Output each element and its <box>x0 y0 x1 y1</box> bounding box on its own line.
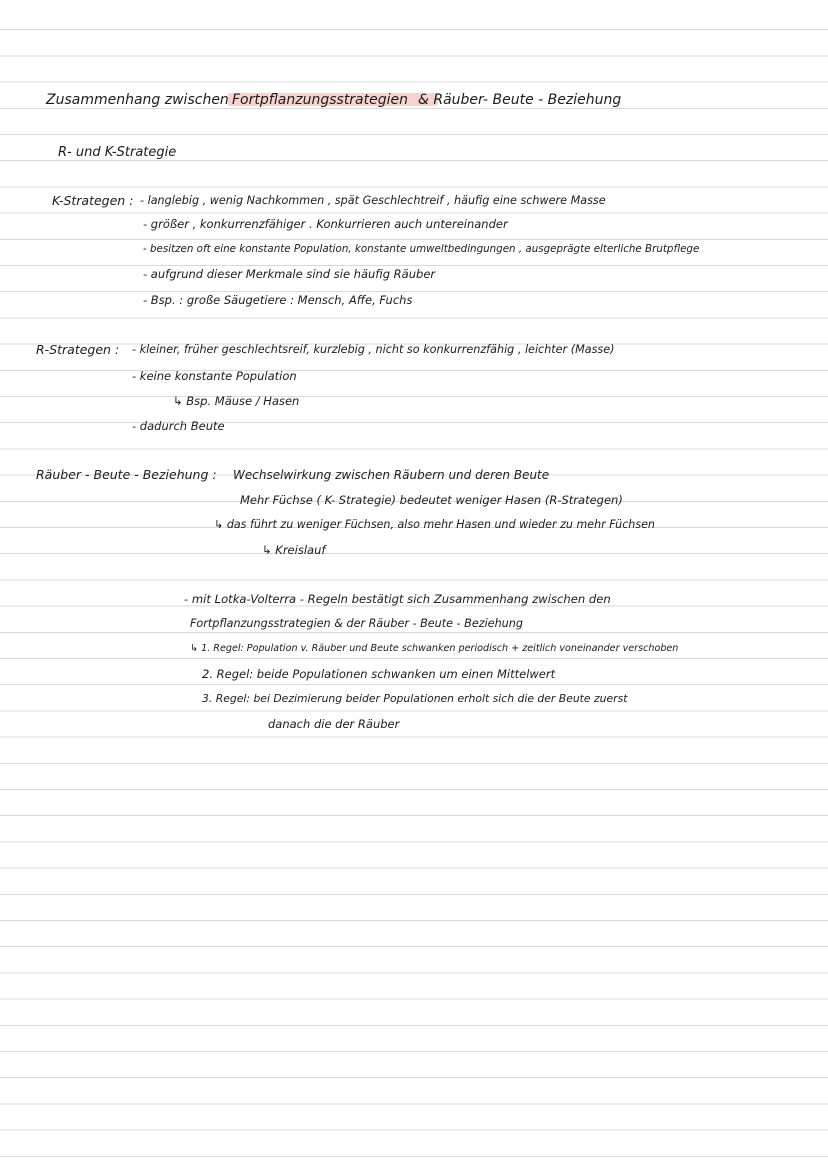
k-strategen-line: - langlebig , wenig Nachkommen , spät Geschlechtreif , häufig eine schwere Masse <box>140 194 606 207</box>
page-title-part1: Zusammenhang zwischen <box>46 92 229 108</box>
lotka-volterra-line: danach die der Räuber <box>268 717 400 731</box>
r-strategen-label: R-Strategen : <box>36 342 120 357</box>
lotka-volterra-line: 3. Regel: bei Dezimierung beider Populationen erholt sich die der Beute zuerst <box>202 692 628 705</box>
raeuber-beute-line: Mehr Füchse ( K- Strategie) bedeutet weniger Hasen (R-Strategen) <box>240 493 623 507</box>
page-title-highlight-text: Fortpflanzungsstrategien <box>232 92 409 108</box>
r-strategen-line: - dadurch Beute <box>132 419 225 433</box>
raeuber-beute-line: ↳ Kreislauf <box>262 543 326 557</box>
raeuber-beute-line: ↳ das führt zu weniger Füchsen, also mehr Hasen und wieder zu mehr Füchsen <box>214 518 655 531</box>
k-strategen-line: - aufgrund dieser Merkmale sind sie häufig Räuber <box>143 267 436 281</box>
lotka-volterra-line: 2. Regel: beide Populationen schwanken um einen Mittelwert <box>202 667 556 681</box>
page-title-part2: & Räuber- Beute - Beziehung <box>418 92 622 108</box>
k-strategen-line: - besitzen oft eine konstante Population, konstante umweltbedingungen , ausgeprägte elterliche Brutpflege <box>143 243 700 255</box>
raeuber-beute-label: Räuber - Beute - Beziehung : <box>36 467 217 482</box>
r-strategen-line: - keine konstante Population <box>132 369 297 383</box>
subtitle: R- und K-Strategie <box>58 145 177 160</box>
k-strategen-line: - Bsp. : große Säugetiere : Mensch, Affe, Fuchs <box>143 293 413 307</box>
k-strategen-line: - größer , konkurrenzfähiger . Konkurrieren auch untereinander <box>143 217 508 231</box>
lotka-volterra-line: Fortpflanzungsstrategien & der Räuber - Beute - Beziehung <box>190 617 523 630</box>
lotka-volterra-line: ↳ 1. Regel: Population v. Räuber und Beute schwanken periodisch + zeitlich voneinander verschoben <box>190 643 679 654</box>
raeuber-beute-line: Wechselwirkung zwischen Räubern und deren Beute <box>233 468 550 482</box>
k-strategen-label: K-Strategen : <box>52 193 134 208</box>
r-strategen-line: ↳ Bsp. Mäuse / Hasen <box>173 394 300 408</box>
lotka-volterra-line: - mit Lotka-Volterra - Regeln bestätigt sich Zusammenhang zwischen den <box>184 592 611 606</box>
r-strategen-line: - kleiner, früher geschlechtsreif, kurzlebig , nicht so konkurrenzfähig , leichter (Masse) <box>132 343 615 356</box>
